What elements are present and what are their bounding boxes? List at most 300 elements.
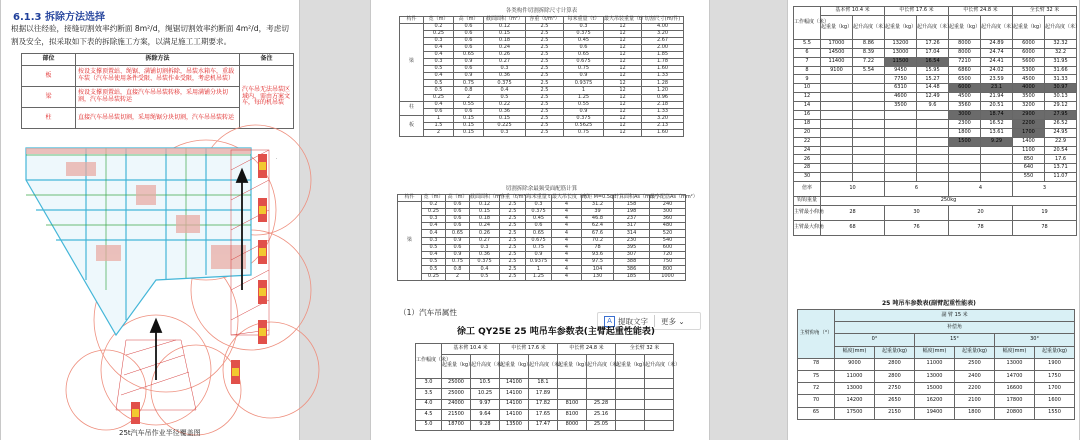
table-cell: 5.54 xyxy=(853,66,885,75)
row-label: 主臂最小仰角 xyxy=(794,206,821,221)
table-cell: 22 xyxy=(794,137,821,146)
header-row xyxy=(798,346,1075,358)
table-cell: 5.0 xyxy=(416,420,442,431)
table-cell: 12 xyxy=(604,73,642,80)
table-row xyxy=(798,358,1075,370)
table-cell: 0.36 xyxy=(470,252,500,259)
header-row xyxy=(794,15,1077,39)
table-cell: 13000 xyxy=(915,370,955,382)
table-cell xyxy=(853,119,885,128)
group-label: 板 xyxy=(400,115,424,136)
table-cell: 4500 xyxy=(949,93,981,102)
table-cell: 12 xyxy=(604,87,642,94)
column-header: 容重（t/m³） xyxy=(526,16,564,23)
table-row xyxy=(794,75,1077,84)
table-cell: 0.65 xyxy=(454,51,484,58)
table-cell: 0.375 xyxy=(484,80,526,87)
table-cell: 386 xyxy=(614,266,650,273)
table-cell: 32.32 xyxy=(1045,39,1077,48)
table-row xyxy=(794,48,1077,57)
table-row xyxy=(416,399,674,410)
chevron-down-icon: ⌄ xyxy=(678,316,685,326)
table-cell: 78 xyxy=(582,244,614,251)
table-cell: 14100 xyxy=(500,378,529,389)
table-cell: 93.6 xyxy=(582,252,614,259)
table-cell: 800 xyxy=(650,266,686,273)
table-cell: 2.5 xyxy=(526,87,564,94)
table-cell: 12 xyxy=(604,44,642,51)
table-cell: 1800 xyxy=(955,407,995,419)
table-cell: 1 xyxy=(526,266,552,273)
table-cell: 6000 xyxy=(949,84,981,93)
table-cell: 0.25 xyxy=(424,30,454,37)
table-cell: 4 xyxy=(552,244,582,251)
table-cell: 1.28 xyxy=(642,80,684,87)
table-cell: 158 xyxy=(614,201,650,208)
table-cell: 0.24 xyxy=(484,44,526,51)
table-cell: 62.4 xyxy=(582,223,614,230)
table-cell: 0.15 xyxy=(470,208,500,215)
column-header: 高（m） xyxy=(446,194,470,201)
table-cell: 2.5 xyxy=(526,130,564,137)
table-cell: 26 xyxy=(794,155,821,164)
table-row xyxy=(794,66,1077,75)
jib-param-title: 25 吨吊车参数表(副臂起重性能表) xyxy=(882,300,976,307)
svg-text:·: · xyxy=(276,156,278,161)
row-label: 倍率 xyxy=(794,182,821,197)
table-row xyxy=(798,395,1075,407)
table-cell: 9100 xyxy=(821,66,853,75)
table-cell: 18.74 xyxy=(981,111,1013,120)
row-label: 钩钩重量 xyxy=(794,197,821,206)
table-cell: 8.39 xyxy=(853,48,885,57)
column-header: 工作幅度（米） xyxy=(794,7,821,40)
column-header: 起重量(kg) xyxy=(875,346,915,358)
table-cell: 18700 xyxy=(442,420,471,431)
table-row xyxy=(798,383,1075,395)
table-row xyxy=(794,119,1077,128)
table-cell: 3000 xyxy=(949,111,981,120)
table-cell xyxy=(949,146,981,155)
table-row xyxy=(398,259,686,266)
table-cell xyxy=(616,389,645,400)
table-cell: 360 xyxy=(650,216,686,223)
table-cell: 4.00 xyxy=(642,23,684,30)
table-cell: 31.2 xyxy=(582,201,614,208)
column-header: 起升高度（米） xyxy=(471,354,500,378)
column-header: 构件 xyxy=(400,16,424,23)
table-cell: 4600 xyxy=(885,93,917,102)
table-cell xyxy=(616,399,645,410)
table-cell xyxy=(821,84,853,93)
table-cell: 67.6 xyxy=(582,230,614,237)
table-cell: 12 xyxy=(604,51,642,58)
table-cell: 0.6 xyxy=(454,37,484,44)
table-cell: 97.5 xyxy=(582,259,614,266)
table-cell: 0.27 xyxy=(484,59,526,66)
table-cell: 4.5 xyxy=(416,410,442,421)
table-cell: 1 xyxy=(564,87,604,94)
table-cell: 1.85 xyxy=(642,51,684,58)
table-cell xyxy=(917,155,949,164)
column-header: 弯矩 M=0.5qlˢ xyxy=(582,193,617,200)
table-cell: 4 xyxy=(552,252,582,259)
table-cell: 1.20 xyxy=(642,87,684,94)
table-cell: 2 xyxy=(424,130,454,137)
table-row xyxy=(794,39,1077,48)
table-cell: 20.54 xyxy=(1045,146,1077,155)
table-cell: 1.33 xyxy=(642,73,684,80)
table-cell: 0.6 xyxy=(454,23,484,30)
table-cell: 0.18 xyxy=(484,37,526,44)
table-cell: 3500 xyxy=(1013,93,1045,102)
header-row xyxy=(416,344,674,355)
crane-note: （1）汽车吊属性 xyxy=(399,308,457,317)
table-cell: 4000 xyxy=(1013,84,1045,93)
table-cell: 2.18 xyxy=(642,101,684,108)
table-cell: 2.5 xyxy=(526,23,564,30)
header-row xyxy=(794,7,1077,16)
table-cell xyxy=(645,389,674,400)
table-cell: 29.12 xyxy=(1045,102,1077,111)
table-row xyxy=(400,80,684,87)
table-cell: 16600 xyxy=(995,383,1035,395)
table-cell: 75 xyxy=(798,370,835,382)
table-cell xyxy=(917,119,949,128)
table-cell: 0.25 xyxy=(424,94,454,101)
extract-text-button[interactable]: 提取文字 xyxy=(618,316,648,326)
table-row xyxy=(794,111,1077,120)
table-cell: 20800 xyxy=(995,407,1035,419)
table-title-row xyxy=(400,6,684,16)
table-cell: 8000 xyxy=(949,48,981,57)
text-extract-icon[interactable]: A xyxy=(604,316,615,327)
table-cell: 14100 xyxy=(500,389,529,400)
table-cell: 0.9375 xyxy=(526,259,552,266)
table-cell: 72 xyxy=(798,383,835,395)
table-cell: 307 xyxy=(614,252,650,259)
table-cell: 0.9375 xyxy=(564,80,604,87)
table-cell: 8000 xyxy=(949,39,981,48)
table-cell: 0.12 xyxy=(470,201,500,208)
table-cell: 0.96 xyxy=(642,94,684,101)
table-cell: 0.5 xyxy=(484,94,526,101)
table-cell: 17000 xyxy=(821,39,853,48)
table-cell: 2.5 xyxy=(526,73,564,80)
table-cell xyxy=(917,111,949,120)
table-cell xyxy=(917,137,949,146)
table-cell xyxy=(821,93,853,102)
table-cell: 6310 xyxy=(885,84,917,93)
table-cell: 0.675 xyxy=(564,59,604,66)
table-cell: 11.07 xyxy=(1045,173,1077,182)
demolition-method-table xyxy=(21,53,294,129)
table-cell: 11000 xyxy=(915,358,955,370)
table-cell: 12 xyxy=(604,130,642,137)
table-cell: 14100 xyxy=(500,410,529,421)
table-cell: 2500 xyxy=(955,358,995,370)
table-cell: 0.45 xyxy=(526,216,552,223)
table-cell: 10.5 xyxy=(471,378,500,389)
table-cell xyxy=(981,173,1013,182)
table-cell xyxy=(645,410,674,421)
table-cell: 720 xyxy=(650,252,686,259)
table-cell: 480 xyxy=(650,223,686,230)
table-cell: 17.6 xyxy=(1045,155,1077,164)
table-cell: 4 xyxy=(552,223,582,230)
table-cell: 395 xyxy=(614,244,650,251)
table-cell: 1000 xyxy=(650,273,686,280)
table-cell: 0.3 xyxy=(484,66,526,73)
table-cell xyxy=(645,420,674,431)
table-cell: 5.5 xyxy=(794,39,821,48)
remark-cell: 汽车吊无法吊装区域内，需由方案文车，每的机吊装 xyxy=(240,66,294,129)
table-cell: 0.12 xyxy=(484,23,526,30)
column-header: 起重量(kg) xyxy=(1035,346,1075,358)
table-cell: 9000 xyxy=(835,358,875,370)
table-cell: 6000 xyxy=(1013,39,1045,48)
table-cell: 5600 xyxy=(1013,57,1045,66)
table-cell: 13000 xyxy=(835,383,875,395)
table-cell: 39 xyxy=(582,208,614,215)
table-cell: 850 xyxy=(1013,155,1045,164)
table-cell: 25000 xyxy=(442,378,471,389)
table-row xyxy=(794,221,1077,236)
table-cell xyxy=(616,378,645,389)
column-header: 副 臂 15 米 xyxy=(835,310,1075,322)
table-cell: 2.5 xyxy=(526,108,564,115)
table-cell: 0.225 xyxy=(484,122,526,129)
table-cell: 23.59 xyxy=(981,75,1013,84)
table-cell xyxy=(616,410,645,421)
table-cell: 11400 xyxy=(821,57,853,66)
table-cell: 8 xyxy=(794,66,821,75)
table-cell: 2100 xyxy=(955,395,995,407)
table-cell: 0.15 xyxy=(454,122,484,129)
table-cell: 2 xyxy=(446,273,470,280)
table-cell: 2.5 xyxy=(526,51,564,58)
table-cell: 237 xyxy=(614,216,650,223)
table-cell: 0.375 xyxy=(526,208,552,215)
table-cell: 0.6 xyxy=(446,244,470,251)
table-cell: 25.16 xyxy=(587,410,616,421)
table-cell: 2.5 xyxy=(500,223,526,230)
table-cell: 13200 xyxy=(885,39,917,48)
table-cell: 1750 xyxy=(1035,370,1075,382)
table-cell: 2.5 xyxy=(500,208,526,215)
table-cell: 0.4 xyxy=(424,51,454,58)
table-cell: 76 xyxy=(885,221,949,236)
table-cell: 0.375 xyxy=(564,115,604,122)
column-header: 30° xyxy=(995,334,1075,346)
table-row xyxy=(398,273,686,280)
column-header: 起重量（kg） xyxy=(442,354,471,378)
table-cell: 2.5 xyxy=(526,37,564,44)
table-cell: 13.71 xyxy=(1045,164,1077,173)
table-cell: 3.20 xyxy=(642,115,684,122)
column-header: 基本臂 10.4 米 xyxy=(442,344,500,355)
table-cell: 70 xyxy=(798,395,835,407)
table-cell: 0.2 xyxy=(424,23,454,30)
table-cell: 26.52 xyxy=(1045,119,1077,128)
table-cell: 0.3 xyxy=(484,130,526,137)
table-cell xyxy=(885,155,917,164)
document-page-1 xyxy=(0,0,300,440)
table-cell: 30 xyxy=(794,173,821,182)
table-cell: 0.6 xyxy=(446,208,470,215)
table-cell: 8100 xyxy=(558,410,587,421)
table-cell: 2.5 xyxy=(500,273,526,280)
table-cell: 1500 xyxy=(949,137,981,146)
table-row xyxy=(794,137,1077,146)
table-cell: 104 xyxy=(582,266,614,273)
table-cell: 31.33 xyxy=(1045,75,1077,84)
table-cell: 2200 xyxy=(955,383,995,395)
table-cell: 0.25 xyxy=(422,273,446,280)
table-cell xyxy=(885,119,917,128)
table-cell: 21500 xyxy=(442,410,471,421)
table-cell: 0.4 xyxy=(470,266,500,273)
column-header: 容重（t/m³） xyxy=(500,193,531,200)
table-cell: 4 xyxy=(552,230,582,237)
table-cell: 4 xyxy=(552,208,582,215)
table-row xyxy=(794,102,1077,111)
table-cell xyxy=(981,146,1013,155)
table-cell: 16 xyxy=(794,111,821,120)
table-cell: 0.26 xyxy=(484,51,526,58)
column-header: 主臂仰角（°） xyxy=(798,310,835,359)
table-cell: 0.75 xyxy=(526,244,552,251)
table-cell: 12 xyxy=(604,122,642,129)
table-cell xyxy=(981,155,1013,164)
table-cell: 17.04 xyxy=(917,48,949,57)
table-cell: 0.675 xyxy=(526,237,552,244)
table-cell: 8100 xyxy=(558,399,587,410)
table-cell: 2750 xyxy=(875,383,915,395)
table-cell: 13500 xyxy=(500,420,529,431)
table-title: 各类构件切割拆除尺寸计算表 xyxy=(505,7,578,14)
column-header: 中长臂 17.6 米 xyxy=(500,344,558,355)
column-header: 起重量（kg） xyxy=(821,15,853,39)
table-cell: 7750 xyxy=(885,75,917,84)
table-cell: 4 xyxy=(552,201,582,208)
table-cell: 1.60 xyxy=(642,66,684,73)
table-cell: 25.28 xyxy=(587,399,616,410)
header-row xyxy=(798,322,1075,334)
column-header: 起升高度（米） xyxy=(853,15,885,39)
table-cell: 2800 xyxy=(875,370,915,382)
table-cell: 30.13 xyxy=(1045,93,1077,102)
table-cell xyxy=(821,164,853,173)
table-cell: 12 xyxy=(604,108,642,115)
table-cell: 2.67 xyxy=(642,37,684,44)
table-row xyxy=(416,410,674,421)
table-cell: 68 xyxy=(821,221,885,236)
table-row xyxy=(794,197,1077,206)
table-cell: 12 xyxy=(604,66,642,73)
table-cell xyxy=(853,93,885,102)
column-header: 最大吊装重量（t） xyxy=(604,15,646,22)
table-cell: 3200 xyxy=(1013,102,1045,111)
table-cell: 0.9 xyxy=(454,59,484,66)
table-cell: 23.1 xyxy=(981,84,1013,93)
table-cell xyxy=(821,173,853,182)
table-cell: 550 xyxy=(1013,173,1045,182)
table-cell: 30.97 xyxy=(1045,84,1077,93)
table-cell: 640 xyxy=(1013,164,1045,173)
table-cell: 0.4 xyxy=(422,223,446,230)
table-cell: 0.5 xyxy=(470,273,500,280)
table-cell: 0.3 xyxy=(422,237,446,244)
table-cell: 2.13 xyxy=(642,122,684,129)
table-cell xyxy=(949,173,981,182)
table-row xyxy=(794,182,1077,197)
table-cell: 0.8 xyxy=(446,266,470,273)
table-row: 梁 按设支撑顶置站，直接汽车吊吊装转移，采用满铺分块切割，汽车吊吊装转运 xyxy=(22,87,294,108)
table-cell: 0.6 xyxy=(454,30,484,37)
column-header: 计算面积As（mm²） xyxy=(614,193,662,200)
table-cell: 12 xyxy=(604,59,642,66)
table-cell: 14700 xyxy=(995,370,1035,382)
table-cell xyxy=(587,389,616,400)
component-size-table xyxy=(399,6,684,137)
table-cell: 2.00 xyxy=(642,44,684,51)
column-header: 工作幅度（米） xyxy=(416,344,442,379)
table-cell: 0.18 xyxy=(470,216,500,223)
table-cell: 15000 xyxy=(915,383,955,395)
table-cell: 0.4 xyxy=(422,252,446,259)
table-cell: 1.25 xyxy=(564,94,604,101)
table-cell: 14200 xyxy=(835,395,875,407)
column-header: 起升高度（米） xyxy=(1045,15,1077,39)
table-cell: 28 xyxy=(821,206,885,221)
table-cell: 2.5 xyxy=(500,259,526,266)
table-cell: 17.47 xyxy=(529,420,558,431)
rebar-calc-table xyxy=(397,184,698,281)
group-label: 梁 xyxy=(398,201,422,280)
table-cell: 0.9 xyxy=(446,237,470,244)
table-cell: 7210 xyxy=(949,57,981,66)
table-cell: 6500 xyxy=(949,75,981,84)
table-cell xyxy=(917,128,949,137)
column-header: 0° xyxy=(835,334,915,346)
table-cell: 0.4 xyxy=(422,230,446,237)
table-cell: 4 xyxy=(552,216,582,223)
table-cell: 8.86 xyxy=(853,39,885,48)
column-header: 最大吊长度（m） xyxy=(552,193,592,200)
table-cell: 12 xyxy=(604,115,642,122)
table-cell: 2.5 xyxy=(500,201,526,208)
column-header: 起升高度（米） xyxy=(645,354,674,378)
table-cell xyxy=(821,111,853,120)
column-header: 幅度(mm) xyxy=(995,346,1035,358)
table-cell: 0.26 xyxy=(470,230,500,237)
column-header: 高（m） xyxy=(454,16,484,23)
table-cell: 1.5 xyxy=(424,122,454,129)
table-cell: 230 xyxy=(614,237,650,244)
table-cell xyxy=(885,137,917,146)
table-cell: 0.24 xyxy=(470,223,500,230)
table-cell: 13.61 xyxy=(981,128,1013,137)
table-cell xyxy=(853,75,885,84)
table-cell: 198 xyxy=(614,208,650,215)
table-cell xyxy=(885,111,917,120)
table-cell: 1.25 xyxy=(526,273,552,280)
table-cell: 1100 xyxy=(1013,146,1045,155)
more-button[interactable]: 更多 ⌄ xyxy=(661,316,685,326)
table-cell xyxy=(853,173,885,182)
header-method: 拆除方法 xyxy=(76,54,240,66)
